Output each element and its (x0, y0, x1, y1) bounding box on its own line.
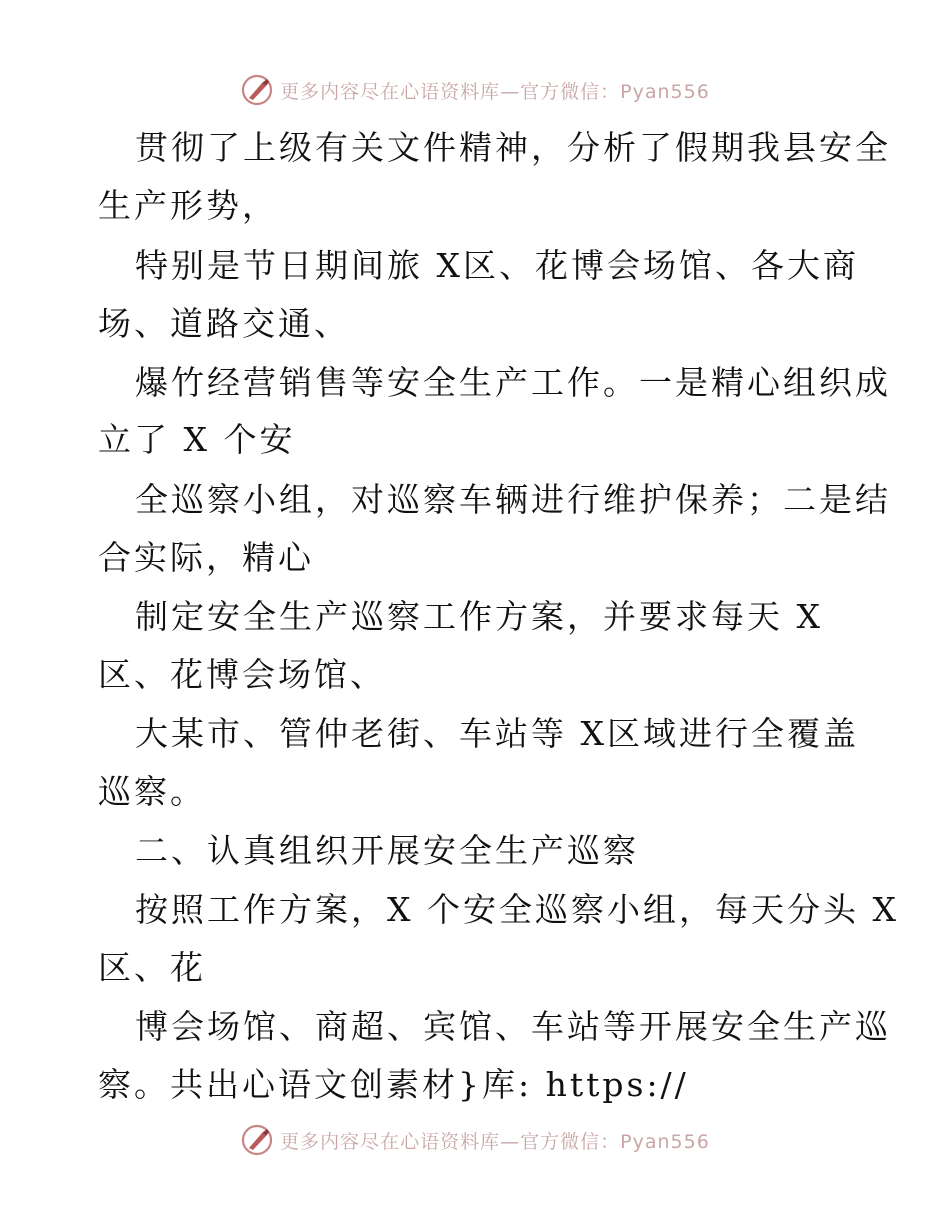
text-line: 察。共出心语文创素材}库: https:// (98, 1065, 689, 1104)
text-line: 制定安全生产巡察工作方案，并要求每天 X (135, 597, 823, 636)
section-heading: 二、认真组织开展安全生产巡察 (135, 831, 639, 870)
text-line: 爆竹经营销售等安全生产工作。一是精心组织成 (135, 363, 891, 402)
watermark-header (0, 70, 950, 110)
watermark-text: 更多内容尽在心语资料库—官方微信：Pyan556 (280, 1130, 710, 1153)
quill-pen-logo-icon (240, 1123, 274, 1157)
text-line: 立了 X 个安 (98, 420, 296, 459)
text-line: 特别是节日期间旅 X区、花博会场馆、各大商 (135, 246, 859, 285)
text-line: 贯彻了上级有关文件精神，分析了假期我县安全 (135, 128, 891, 167)
text-line: 生产形势， (98, 186, 278, 225)
text-line: 场、道路交通、 (98, 304, 350, 343)
quill-pen-logo-icon (240, 73, 274, 107)
text-line: 博会场馆、商超、宾馆、车站等开展安全生产巡 (135, 1007, 891, 1046)
text-line: 巡察。 (98, 772, 206, 811)
text-line: 区、花 (98, 948, 206, 987)
text-line: 大某市、管仲老街、车站等 X区域进行全覆盖 (135, 714, 859, 753)
text-line: 合实际，精心 (98, 538, 314, 577)
watermark-text: 更多内容尽在心语资料库—官方微信：Pyan556 (280, 80, 710, 103)
text-line: 按照工作方案，X 个安全巡察小组，每天分头 X (135, 890, 899, 929)
text-line: 全巡察小组，对巡察车辆进行维护保养；二是结 (135, 480, 891, 519)
text-line: 区、花博会场馆、 (98, 655, 386, 694)
watermark-footer (0, 1120, 950, 1160)
